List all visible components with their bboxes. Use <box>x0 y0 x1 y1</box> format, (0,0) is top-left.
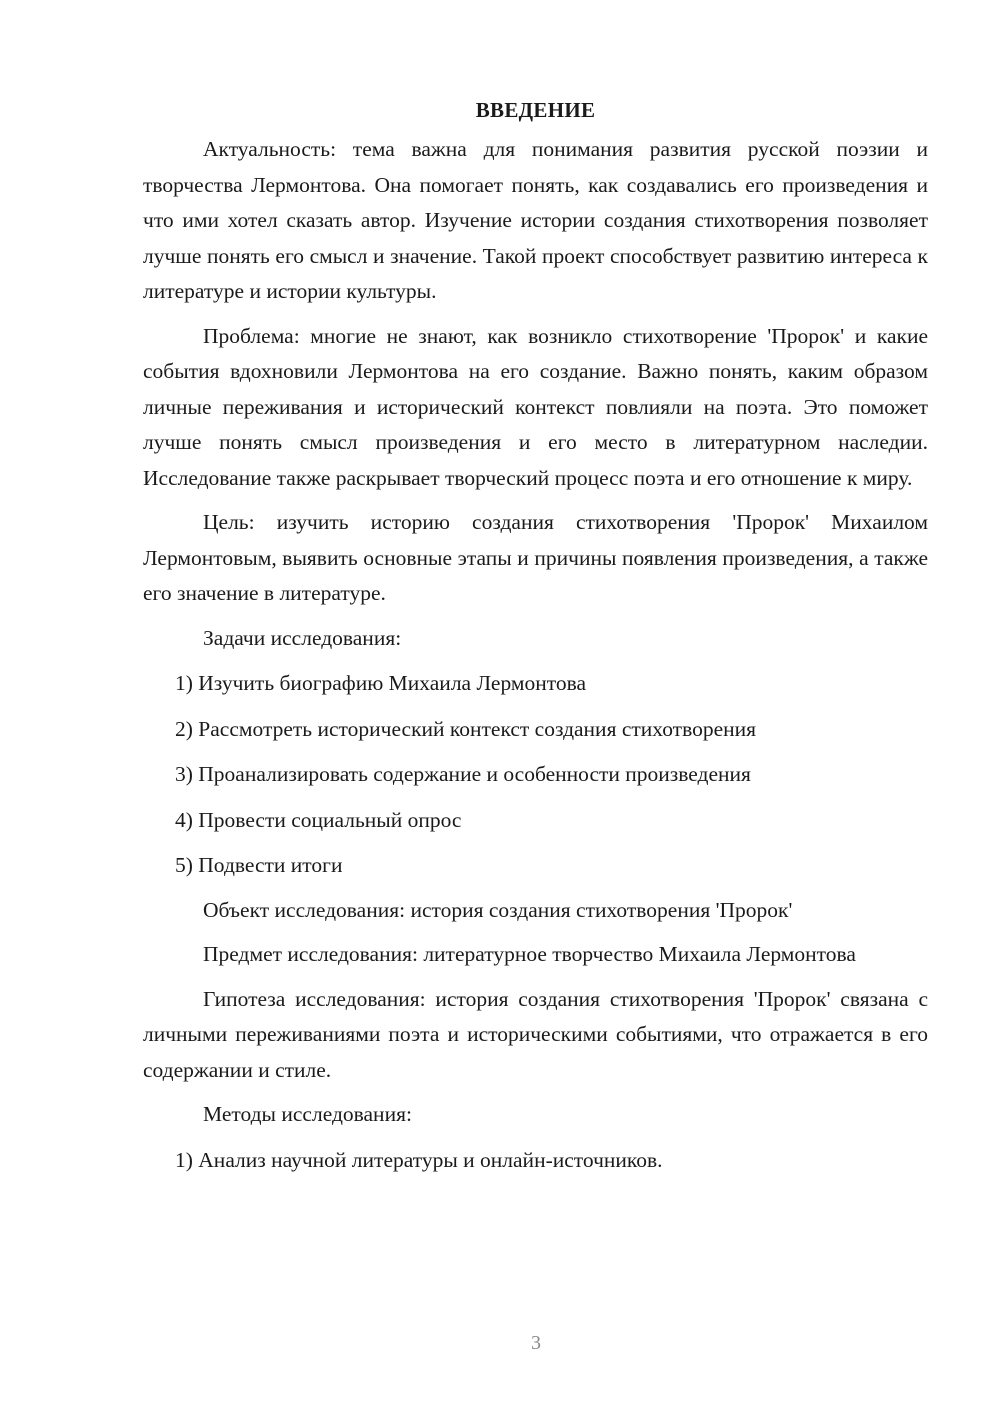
object-paragraph: Объект исследования: история создания стихотворения 'Пророк' <box>203 897 793 922</box>
task-item-3: 3) Проанализировать содержание и особенности произведения <box>175 762 751 786</box>
tasks-heading: Задачи исследования: <box>203 625 402 650</box>
method-item-1: 1) Анализ научной литературы и онлайн-источников. <box>175 1147 663 1172</box>
page-number: 3 <box>531 1332 541 1354</box>
task-item-2: 2) Рассмотреть исторический контекст создания стихотворения <box>175 716 757 741</box>
methods-heading: Методы исследования: <box>203 1102 412 1126</box>
section-title: ВВЕДЕНИЕ <box>475 98 596 122</box>
task-item-5: 5) Подвести итоги <box>175 853 343 877</box>
subject-paragraph: Предмет исследования: литературное творчество Михаила Лермонтова <box>203 942 856 966</box>
document-page <box>143 96 928 1178</box>
goal-paragraph: Цель: изучить историю создания стихотворения 'Пророк' Михаилом Лермонтовым, выявить основные этапы и причины появления произведения, а также его значение в литературе. <box>143 510 928 605</box>
problem-paragraph: Проблема: многие не знают, как возникло стихотворение 'Пророк' и какие события вдохновили Лермонтова на его создание. Важно понять, каким образом личные переживания и исторический контекст повлияли на поэта. Это поможет лучше понять смысл произведения и его место в литературном наследии. Исследование также раскрывает творческий процесс поэта и его отношение к миру. <box>143 323 928 490</box>
hypothesis-paragraph: Гипотеза исследования: история создания стихотворения 'Пророк' связана с личными переживаниями поэта и историческими событиями, что отражается в его содержании и стиле. <box>143 986 928 1082</box>
relevance-paragraph: Актуальность: тема важна для понимания развития русской поэзии и творчества Лермонтова. Она помогает понять, как создавались его произведения и что ими хотел сказать автор. Изучение истории создания стихотворения позволяет лучше понять его смысл и значение. Такой проект способствует развитию интереса к литературе и истории культуры. <box>143 137 928 303</box>
task-item-4: 4) Провести социальный опрос <box>175 807 462 832</box>
task-item-1: 1) Изучить биографию Михаила Лермонтова <box>175 671 586 695</box>
